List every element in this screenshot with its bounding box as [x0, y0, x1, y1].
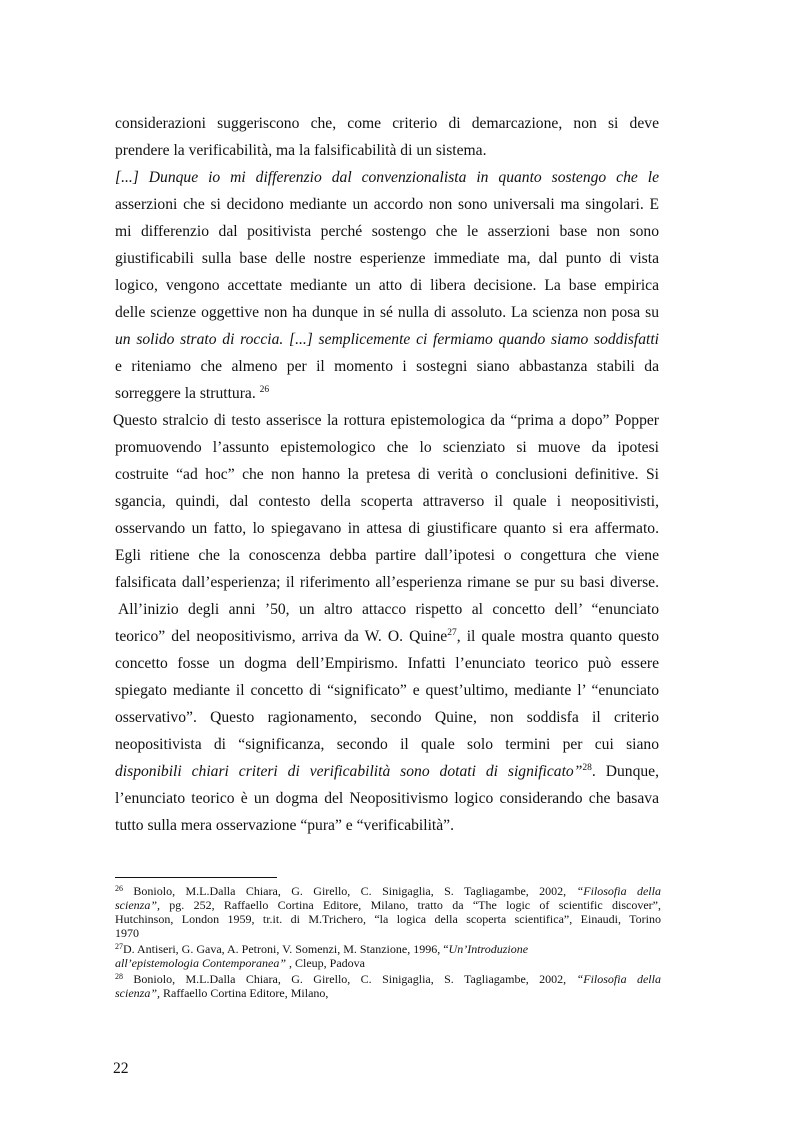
quote-text: un solido strato di roccia. [...] semplicemente ci fermiamo quando siamo soddisfatti: [115, 331, 659, 348]
body-line: Egli ritiene che la conoscenza debba partire dall’ipotesi o congettura che viene: [115, 547, 659, 564]
quote-line: giustificabili sulla base delle nostre esperienze immediate ma, dal punto di vista: [115, 250, 659, 267]
body-line: osservando un fatto, lo spiegavano in attesa di giustificare quanto si era affermato.: [115, 520, 659, 537]
footnote-ref-28: 28: [582, 763, 592, 773]
quote-text: [...] Dunque io mi differenzio dal convenzionalista in quanto sostengo che le: [115, 169, 659, 186]
footnote-title: Un’Introduzione: [448, 942, 529, 956]
body-text: , il quale mostra quanto questo: [456, 628, 660, 645]
footnote-title: “Filosofia della: [576, 884, 661, 898]
footnote-28: [115, 972, 661, 986]
body-line: l’enunciato teorico è un dogma del Neopositivismo logico considerando che basava: [115, 790, 659, 807]
quote-line: [115, 168, 659, 188]
body-text: teorico” del neopositivismo, arriva da W. O. Quine: [115, 628, 448, 645]
footnote-text: , Cleup, Padova: [286, 956, 365, 970]
quote-line: logico, vengono accettate mediante un atto di libera decisione. La base empirica: [115, 277, 659, 294]
quote-line: e riteniamo che almeno per il momento i sostegni siano abbastanza stabili da: [115, 358, 659, 375]
body-line: promuovendo l’assunto epistemologico che lo scienziato si muove da ipotesi: [115, 439, 659, 456]
body-line: concetto fosse un dogma dell’Empirismo. Infatti l’enunciato teorico può essere: [115, 655, 659, 672]
body-line: osservativo”. Questo ragionamento, secondo Quine, non soddisfa il criterio: [115, 709, 659, 726]
footnote-26-line: Hutchinson, London 1959, tr.it. di M.Trichero, “la logica della scoperta scientifica”, Einaudi, Torino: [115, 912, 661, 926]
footnote-ref-26: 26: [259, 385, 270, 395]
footnote-number: 27: [115, 942, 123, 951]
body-line: [115, 627, 659, 647]
body-line: neopositivista di “significanza, secondo il quale solo termini per cui siano: [115, 736, 659, 753]
body-line: falsificata dall’esperienza; il riferimento all’esperienza rimane se pur su basi diverse.: [115, 574, 659, 591]
page-number: 22: [113, 1060, 129, 1077]
footnote-28-line: [115, 986, 661, 1000]
footnote-text: Boniolo, M.L.Dalla Chiara, G. Girello, C. Sinigaglia, S. Tagliagambe, 2002,: [123, 972, 577, 986]
footnote-text: D. Antiseri, G. Gava, A. Petroni, V. Somenzi, M. Stanzione, 1996, “: [123, 942, 449, 956]
body-line: tutto sulla mera osservazione “pura” e “verificabilità”.: [115, 817, 455, 834]
footnote-number: 26: [115, 884, 123, 893]
italic-text: disponibili chiari criteri di verificabilità sono dotati di significato”: [115, 763, 583, 780]
body-line: spiegato mediante il concetto di “significato” e quest’ultimo, mediante l’ “enunciato: [115, 682, 659, 699]
footnote-ref-27: 27: [447, 628, 457, 638]
footnote-text: Raffaello Cortina Editore, Milano,: [160, 986, 329, 1000]
footnote-26: [115, 884, 661, 898]
footnote-separator: [115, 877, 277, 878]
body-line: sgancia, quindi, dal contesto della scoperta attraverso il quale i neopositivisti,: [115, 493, 659, 510]
body-line: [115, 762, 659, 782]
quote-line: [115, 330, 659, 350]
quote-text: sorreggere la struttura.: [115, 385, 256, 402]
footnote-title: all’epistemologia Contemporanea”: [115, 956, 286, 970]
quote-line: asserzioni che si decidono mediante un accordo non sono universali ma singolari. E: [115, 196, 659, 213]
quote-line: delle scienze oggettive non ha dunque in sé nulla di assoluto. La scienza non posa su: [115, 304, 659, 321]
footnote-text: Boniolo, M.L.Dalla Chiara, G. Girello, C. Sinigaglia, S. Tagliagambe, 2002,: [123, 884, 577, 898]
footnote-26-line: [115, 898, 661, 912]
footnote-number: 28: [115, 972, 123, 981]
footnote-27-line: [115, 956, 661, 970]
body-line: Questo stralcio di testo asserisce la rottura epistemologica da “prima a dopo” Popper: [113, 412, 659, 429]
body-line: All’inizio degli anni ’50, un altro attacco rispetto al concetto dell’ “enunciato: [118, 601, 659, 618]
body-line: prendere la verificabilità, ma la falsificabilità di un sistema.: [115, 142, 487, 159]
footnote-title: scienza”,: [115, 986, 160, 1000]
footnote-title: scienza”,: [115, 898, 160, 912]
quote-line: mi differenzio dal positivista perché sostengo che le asserzioni base non sono: [115, 223, 659, 240]
body-text: . Dunque,: [591, 763, 660, 780]
footnote-27: [115, 942, 661, 956]
footnote-text: pg. 252, Raffaello Cortina Editore, Milano, tratto da “The logic of scientific discover”,: [160, 898, 661, 912]
footnote-title: “Filosofia della: [576, 972, 661, 986]
body-line: considerazioni suggeriscono che, come criterio di demarcazione, non si deve: [115, 115, 659, 132]
quote-line: [115, 384, 659, 404]
body-line: costruite “ad hoc” che non hanno la pretesa di verità o conclusioni definitive. Si: [115, 466, 659, 483]
footnote-26-line: 1970: [115, 926, 139, 940]
